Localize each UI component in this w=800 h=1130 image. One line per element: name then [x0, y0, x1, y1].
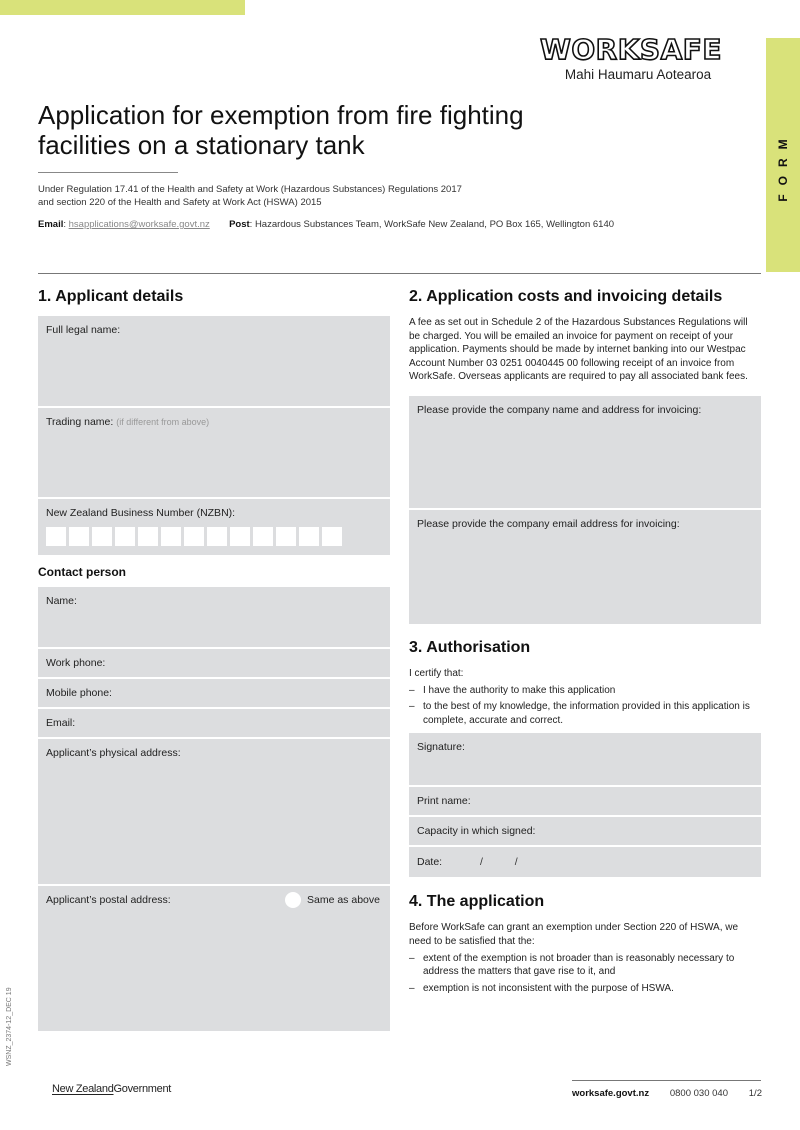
signature-field[interactable] [409, 733, 761, 787]
date-label: Date: [417, 856, 443, 869]
contact-name-label: Name: [46, 595, 77, 607]
certify-item: – I have the authority to make this application [409, 684, 761, 698]
certify-list [409, 684, 761, 728]
print-name-field[interactable] [409, 787, 761, 817]
nzbn-digit-2[interactable] [69, 527, 89, 546]
trading-name-field[interactable] [38, 408, 390, 499]
mobile-phone-field[interactable] [38, 679, 390, 709]
trading-name-hint: (if different from above) [116, 417, 210, 427]
worksafe-logo [526, 33, 736, 82]
certify-intro: I certify that: [409, 667, 464, 679]
contact-line: Email: hsapplications@worksafe.govt.nz Post: Hazardous Substances Team, WorkSafe New Zealand, PO Box 165, Wellington 6140 [38, 219, 615, 230]
date-separator: / [479, 856, 483, 869]
email-label: Email [38, 219, 64, 230]
post-label: Post [229, 219, 250, 230]
date-year-input[interactable] [525, 855, 555, 865]
postal-address-field[interactable] [38, 886, 390, 1031]
certify-item: – to the best of my knowledge, the information provided in this application is complete, accurate and correct. [409, 700, 761, 727]
nzbn-digit-4[interactable] [115, 527, 135, 546]
full-legal-name-label: Full legal name: [46, 324, 121, 336]
nzbn-digit-13[interactable] [322, 527, 342, 546]
capacity-field[interactable] [409, 817, 761, 847]
nzbn-field [38, 499, 390, 555]
application-criteria-list [409, 952, 761, 996]
postal-address-label: Applicant’s postal address: [46, 894, 171, 906]
nzbn-digit-9[interactable] [230, 527, 250, 546]
section-2-heading: 2. Application costs and invoicing details [409, 288, 723, 305]
regulation-text [38, 183, 462, 209]
regulation-line-1: Under Regulation 17.41 of the Health and Safety at Work (Hazardous Substances) Regulations 2017 [38, 184, 462, 195]
footer-info [572, 1088, 762, 1099]
nzbn-digit-6[interactable] [161, 527, 181, 546]
contact-person-heading: Contact person [38, 565, 127, 579]
regulation-line-2: and section 220 of the Health and Safety at Work Act (HSWA) 2015 [38, 197, 322, 208]
company-email-field[interactable] [409, 510, 761, 624]
same-as-above-radio[interactable] [285, 892, 301, 908]
physical-address-label: Applicant’s physical address: [46, 747, 181, 759]
full-legal-name-field[interactable] [38, 316, 390, 408]
nzbn-digit-11[interactable] [276, 527, 296, 546]
footer-phone: 0800 030 040 [669, 1088, 728, 1099]
page-number: 1/2 [748, 1088, 762, 1099]
trading-name-label: Trading name: [46, 416, 114, 428]
nzbn-digit-10[interactable] [253, 527, 273, 546]
company-email-label: Please provide the company email address for invoicing: [417, 517, 680, 530]
section-3-heading: 3. Authorisation [409, 638, 531, 656]
date-day-input[interactable] [455, 855, 473, 865]
nz-government-logo-part1: New Zealand [52, 1083, 114, 1095]
mobile-phone-label: Mobile phone: [46, 687, 112, 699]
form-side-tab [766, 38, 800, 272]
logo-wordmark: WORKSAFE [539, 33, 723, 66]
email-link[interactable]: hsapplications@worksafe.govt.nz [68, 219, 210, 230]
work-phone-label: Work phone: [46, 657, 106, 669]
nzbn-digit-7[interactable] [184, 527, 204, 546]
footer-website[interactable]: worksafe.govt.nz [572, 1088, 650, 1099]
contact-name-field[interactable] [38, 587, 390, 649]
title-divider [38, 172, 178, 173]
nzbn-digit-12[interactable] [299, 527, 319, 546]
invoicing-section [409, 288, 761, 995]
same-as-above-label: Same as above [307, 894, 380, 906]
capacity-label: Capacity in which signed: [417, 825, 536, 838]
application-intro: Before WorkSafe can grant an exemption under Section 220 of HSWA, we need to be satisfied that the: [409, 922, 739, 947]
company-name-address-field[interactable] [409, 396, 761, 510]
logo-subtitle: Mahi Haumaru Aotearoa [564, 67, 712, 82]
fee-description: A fee as set out in Schedule 2 of the Hazardous Substances Regulations will be charged. You will be emailed an invoice for payment on receipt of your application. Payments should be made by internet banking into our Westpac Account Number 03 0251 0040445 00 following receipt of an invoice from WorkSafe. Overseas applicants are required to pay all associated bank fees. [409, 317, 748, 383]
nzbn-digit-1[interactable] [46, 527, 66, 546]
print-name-label: Print name: [417, 795, 471, 808]
date-field [409, 847, 761, 877]
nzbn-digit-8[interactable] [207, 527, 227, 546]
document-code: WSNZ_2374-12_DEC 19 [6, 987, 13, 1066]
date-month-input[interactable] [490, 855, 508, 865]
section-4-heading: 4. The application [409, 893, 545, 911]
physical-address-field[interactable] [38, 739, 390, 886]
contact-email-label: Email: [46, 717, 76, 729]
company-name-address-label: Please provide the company name and address for invoicing: [417, 403, 702, 416]
nz-government-logo-part2: Government [113, 1083, 172, 1095]
side-tab-label: FORM [776, 130, 790, 202]
top-accent-bar [0, 0, 245, 15]
header-divider [38, 273, 761, 274]
post-address: Hazardous Substances Team, WorkSafe New Zealand, PO Box 165, Wellington 6140 [254, 219, 615, 230]
work-phone-field[interactable] [38, 649, 390, 679]
nzbn-label: New Zealand Business Number (NZBN): [46, 507, 236, 519]
section-1-heading: 1. Applicant details [38, 288, 184, 305]
signature-label: Signature: [417, 741, 465, 754]
nz-government-logo [52, 1083, 171, 1095]
nzbn-cells [46, 527, 382, 546]
page-title: Application for exemption from fire fighting facilities on a stationary tank [38, 100, 524, 160]
criteria-item: – exemption is not inconsistent with the purpose of HSWA. [409, 982, 761, 996]
applicant-details-section [38, 288, 390, 1031]
criteria-item: – extent of the exemption is not broader than is reasonably necessary to address the matters that gave rise to it, and [409, 952, 761, 979]
nzbn-digit-5[interactable] [138, 527, 158, 546]
date-separator: / [514, 856, 518, 869]
contact-email-field[interactable] [38, 709, 390, 739]
footer-divider [572, 1080, 761, 1081]
nzbn-digit-3[interactable] [92, 527, 112, 546]
